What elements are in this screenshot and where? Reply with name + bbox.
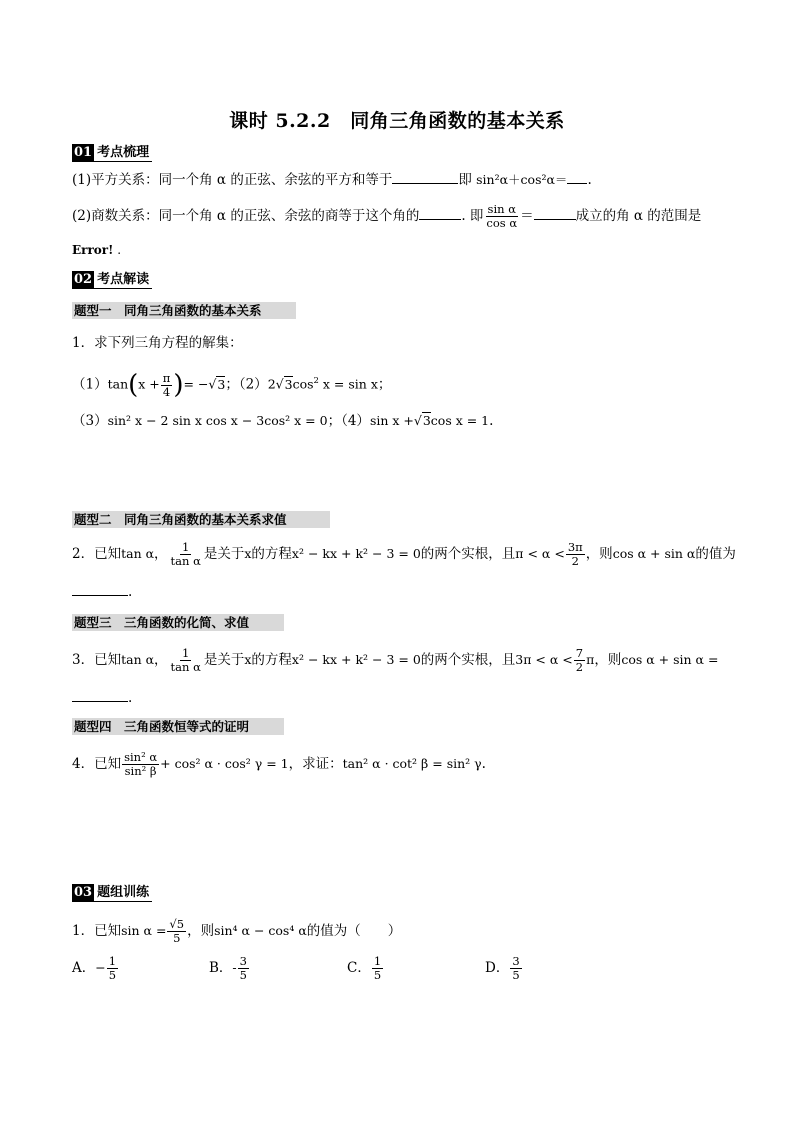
fraction-pi-over-4: $\frac{\pi}{4}$ [162, 370, 171, 399]
item1-prefix: (1)平方关系：同一个角 α 的正弦、余弦的平方和等于 [72, 172, 393, 188]
answer-blank [534, 207, 576, 220]
section-label: 题组训练 [94, 884, 152, 902]
fraction-one-over-tan: $\frac{1}{\text{tan α}}$ [170, 646, 201, 674]
question-1-stem: 1．求下列三角方程的解集： [72, 335, 243, 351]
item2-mid: . 即 [461, 208, 484, 224]
type-bar-3: 题型三 三角函数的化简、求值 [72, 614, 284, 631]
option-fraction: $\frac{1}{5}$ [373, 954, 382, 982]
question-2: 2．已知tan α， $\frac{1}{\text{tan α}}$ 是关于x的方程x² − kx + k² − 3 = 0的两个实根，且π < α < $\frac{3\pi}{2}$ ，则cos α + sin α的值为 [72, 540, 736, 568]
question-3: 3．已知tan α， $\frac{1}{\text{tan α}}$ 是关于x的方程x² − kx + k² − 3 = 0的两个实根，且3π < α < $\frac{7}{2}$ π，则cos α + sin α = [72, 646, 719, 674]
option-d[interactable]: D． $\frac{3}{5}$ [485, 954, 520, 982]
fraction-7-over-2: $\frac{7}{2}$ [575, 646, 584, 674]
option-c[interactable]: C． $\frac{1}{5}$ [347, 954, 382, 982]
item1-formula: sin²α＋cos²α＝ [476, 172, 568, 187]
section-header-03 [72, 884, 152, 902]
fraction-one-over-tan: $\frac{1}{\text{tan α}}$ [170, 540, 201, 568]
option-fraction: $\frac{3}{5}$ [512, 954, 520, 982]
answer-blank [392, 171, 458, 184]
question-1-parts-1-2: （1）tan(x + $\frac{\pi}{4}$ )= −√3；$(2)2√3\cos^2$ x = sin x； [72, 370, 392, 400]
right-paren: ) [173, 370, 184, 400]
page-title: 课时 5.2.2 同角三角函数的基本关系 [229, 110, 565, 132]
question-4: 4．已知 $\frac{\text{sin² α}}{\text{sin² β}}$ + cos² α · cos² γ = 1，求证：tan² α · cot² β = sin² γ. [72, 750, 486, 778]
item2-prefix: (2)商数关系：同一个角 α 的正弦、余弦的商等于这个角的 [72, 208, 420, 224]
section-label: 考点梳理 [94, 144, 152, 162]
fraction-sqrt5-over-5: $\frac{√5}{5}$ [169, 917, 185, 945]
fraction-sin2a-over-sin2b: $\frac{\text{sin² α}}{\text{sin² β}}$ [124, 750, 158, 778]
option-a[interactable]: A．− $\frac{1}{5}$ [72, 954, 117, 982]
item1-end: . [587, 172, 592, 188]
question-3-answer-line: . [72, 689, 132, 707]
option-fraction: $\frac{3}{5}$ [239, 954, 247, 982]
type-bar-1: 题型一 同角三角函数的基本关系 [72, 302, 296, 319]
type-bar-4: 题型四 三角函数恒等式的证明 [72, 718, 284, 735]
section-number: 03 [74, 885, 93, 900]
error-text: Error! [72, 243, 114, 257]
item-quotient-relation [72, 202, 701, 230]
answer-blank [72, 689, 128, 702]
question-1-parts-3-4: （3）sin² x − 2 sin x cos x − 3cos² x = 0；（4）sin x +√3cos x = 1. [72, 413, 494, 429]
section-header-02 [72, 271, 152, 289]
answer-blank [419, 207, 461, 220]
question-2-answer-line: . [72, 583, 132, 601]
left-paren: ( [128, 370, 139, 400]
answer-blank [72, 583, 128, 596]
section-number: 01 [74, 145, 93, 160]
item2-eq: ＝ [520, 208, 534, 224]
fraction-sin-over-cos: $\frac{\text{sin α}}{\text{cos α}}$ [486, 202, 518, 230]
option-fraction: $\frac{1}{5}$ [108, 954, 117, 982]
item-square-relation [72, 171, 592, 189]
exercise-1: 1．已知sin α = $\frac{√5}{5}$ ，则sin⁴ α − cos⁴ α的值为（ ） [72, 917, 402, 945]
type-bar-2: 题型二 同角三角函数的基本关系求值 [72, 511, 330, 528]
option-b[interactable]: B．- $\frac{3}{5}$ [209, 954, 247, 982]
section-label: 考点解读 [94, 271, 152, 289]
error-line: Error! . [72, 243, 122, 257]
item2-end: 成立的角 α 的范围是 [575, 208, 702, 224]
answer-blank [567, 171, 587, 184]
section-number: 02 [74, 272, 93, 287]
section-header-01 [72, 144, 152, 162]
item1-mid: 即 [458, 172, 477, 188]
fraction-3pi-over-2: $\frac{3\pi}{2}$ [567, 540, 583, 568]
